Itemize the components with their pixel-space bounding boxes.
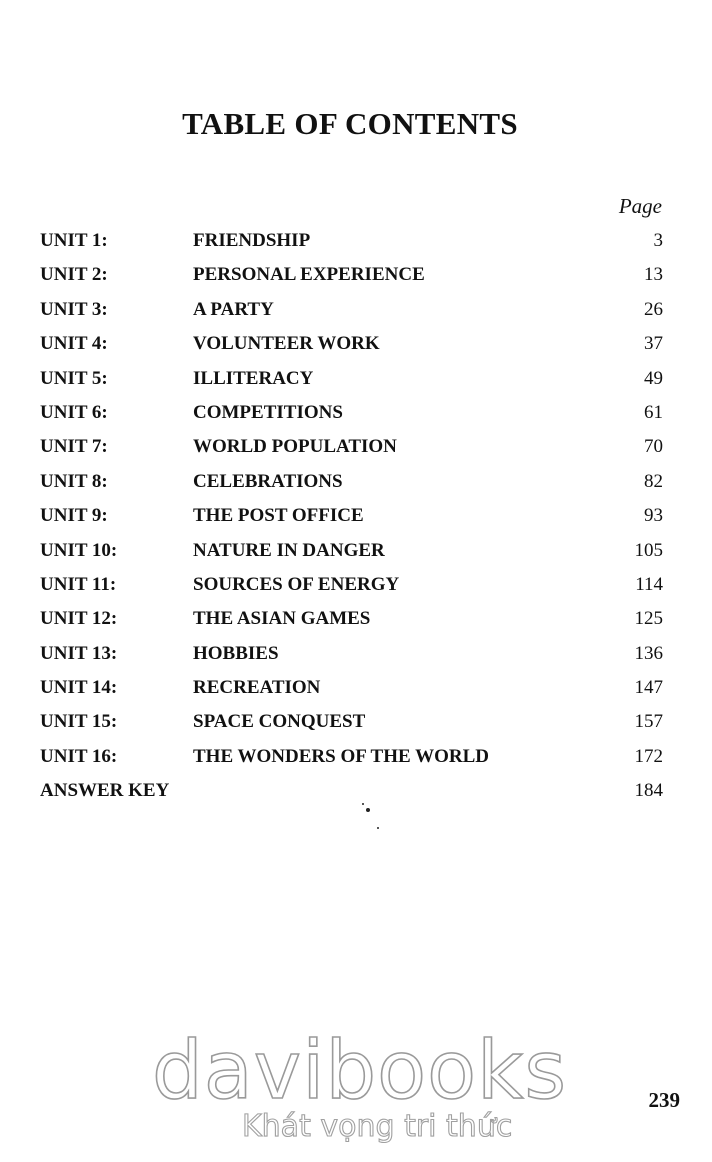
toc-unit-title: COMPETITIONS — [193, 401, 343, 423]
toc-unit-label: UNIT 12: — [40, 608, 118, 630]
toc-row — [40, 467, 663, 501]
toc-page-number: 105 — [634, 539, 663, 561]
toc-unit-title: RECREATION — [193, 677, 321, 699]
toc-page-number: 172 — [634, 745, 663, 767]
toc-unit-label: UNIT 11: — [40, 573, 117, 595]
toc-row — [40, 742, 663, 776]
toc-unit-title: THE WONDERS OF THE WORLD — [193, 745, 489, 767]
toc-row — [40, 226, 663, 260]
toc-unit-title: A PARTY — [193, 298, 274, 320]
toc-row — [40, 570, 663, 604]
toc-unit-title: CELEBRATIONS — [193, 470, 343, 492]
toc-unit-title: NATURE IN DANGER — [193, 539, 385, 561]
toc-unit-label: UNIT 5: — [40, 367, 108, 389]
toc-row — [40, 536, 663, 570]
toc-unit-label: UNIT 3: — [40, 298, 108, 320]
toc-unit-label: UNIT 2: — [40, 264, 108, 286]
toc-page-number: 26 — [644, 298, 663, 320]
toc-row — [40, 501, 663, 535]
toc-row — [40, 707, 663, 741]
page-title: TABLE OF CONTENTS — [182, 106, 518, 141]
toc-unit-label: UNIT 9: — [40, 505, 108, 527]
toc-unit-label: UNIT 1: — [40, 230, 108, 251]
toc-unit-label: ANSWER KEY — [40, 780, 170, 802]
toc-unit-title: THE POST OFFICE — [193, 505, 364, 527]
toc-unit-label: UNIT 10: — [40, 539, 118, 561]
page-number: 239 — [648, 1088, 680, 1112]
table-of-contents — [40, 226, 663, 811]
toc-page-number: 125 — [634, 608, 663, 630]
toc-row — [40, 432, 663, 466]
toc-unit-title: THE ASIAN GAMES — [193, 608, 371, 630]
toc-unit-label: UNIT 7: — [40, 436, 108, 458]
toc-unit-title: SOURCES OF ENERGY — [193, 573, 400, 595]
toc-row — [40, 673, 663, 707]
toc-page-number: 93 — [644, 505, 663, 527]
toc-unit-label: UNIT 6: — [40, 401, 108, 423]
toc-unit-title: VOLUNTEER WORK — [193, 333, 380, 355]
toc-page-number: 13 — [644, 264, 663, 286]
toc-unit-label: UNIT 13: — [40, 642, 118, 664]
toc-page-number: 157 — [634, 711, 663, 733]
toc-unit-title: SPACE CONQUEST — [193, 711, 366, 733]
toc-row — [40, 604, 663, 638]
toc-unit-title: FRIENDSHIP — [193, 230, 311, 251]
page-column-header: Page — [618, 194, 662, 218]
toc-row — [40, 295, 663, 329]
watermark-tagline: Khát vọng tri thức — [242, 1109, 513, 1144]
toc-row — [40, 398, 663, 432]
toc-unit-label: UNIT 14: — [40, 677, 118, 699]
toc-unit-label: UNIT 8: — [40, 470, 108, 492]
toc-unit-title: WORLD POPULATION — [193, 436, 397, 458]
toc-unit-title: ILLITERACY — [193, 367, 314, 389]
toc-unit-title: PERSONAL EXPERIENCE — [193, 264, 425, 286]
toc-page-number: 61 — [644, 401, 663, 423]
toc-page-number: 82 — [644, 470, 663, 492]
publisher-watermark — [152, 1024, 568, 1144]
toc-row — [40, 776, 663, 810]
toc-unit-label: UNIT 4: — [40, 333, 108, 355]
toc-page-number: 3 — [653, 230, 663, 251]
print-speck — [366, 808, 370, 812]
toc-row — [40, 364, 663, 398]
toc-page-number: 184 — [634, 780, 663, 802]
toc-page-number: 70 — [644, 436, 663, 458]
toc-unit-label: UNIT 15: — [40, 711, 118, 733]
watermark-brand: davibooks — [152, 1024, 568, 1117]
toc-unit-label: UNIT 16: — [40, 745, 118, 767]
toc-row — [40, 639, 663, 673]
toc-page-number: 37 — [644, 333, 663, 355]
toc-page-number: 147 — [634, 677, 663, 699]
toc-row — [40, 260, 663, 294]
toc-row — [40, 329, 663, 363]
toc-page-number: 136 — [634, 642, 663, 664]
print-speck — [362, 803, 364, 805]
toc-page-number: 114 — [635, 573, 663, 595]
toc-unit-title: HOBBIES — [193, 642, 279, 664]
print-speck — [377, 827, 379, 829]
toc-page-number: 49 — [644, 367, 663, 389]
